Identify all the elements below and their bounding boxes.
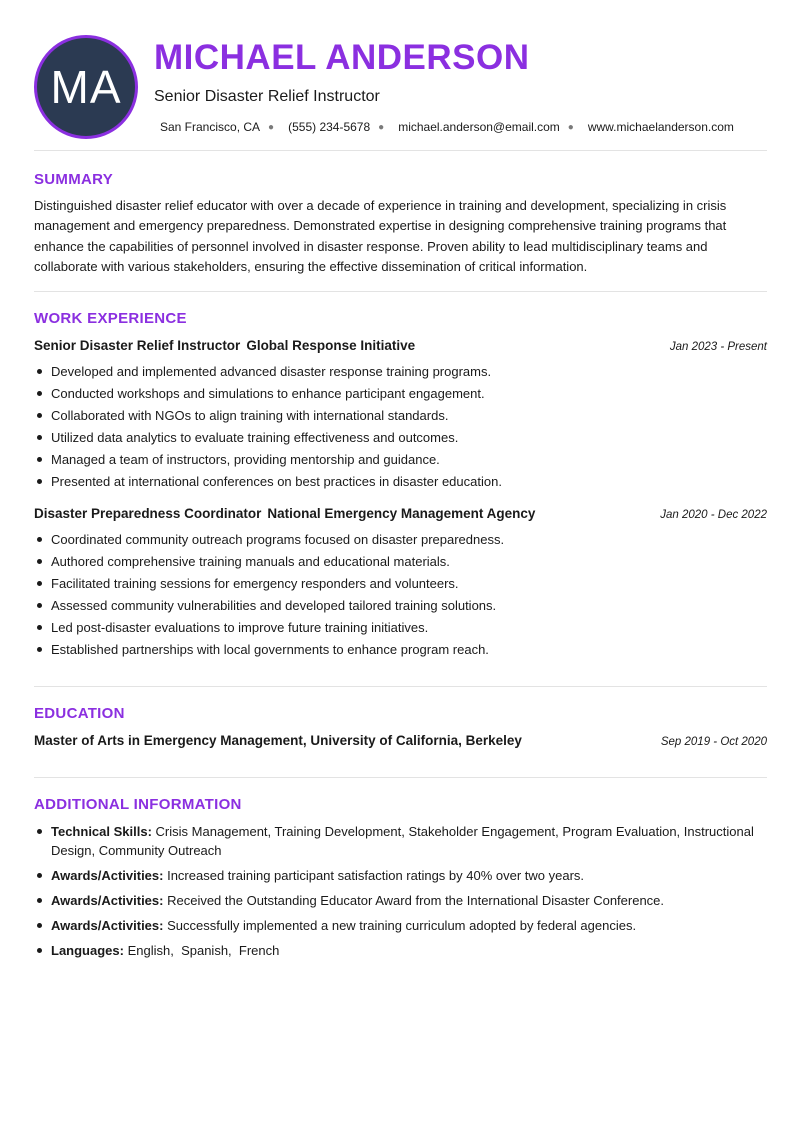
summary-text: Distinguished disaster relief educator with over a decade of experience in training and development, specializing in crisis management and emergency preparedness. Demonstrated expertise in designing comprehensive training programs that enhance the capabilities of personnel involved in disaster response. Proven ability to lead multidisciplinary teams and collaborate with various stakeholders, ensuring the effective dissemination of critical information. <box>34 198 727 274</box>
item-label: Awards/Activities: <box>51 893 164 908</box>
list-item: Presented at international conferences on best practices in disaster education. <box>34 473 764 490</box>
list-item: Coordinated community outreach programs focused on disaster preparedness. <box>34 531 764 548</box>
job-dates: Jan 2020 - Dec 2022 <box>660 509 767 521</box>
list-item: Managed a team of instructors, providing mentorship and guidance. <box>34 451 764 468</box>
list-item: Authored comprehensive training manuals and educational materials. <box>34 553 764 570</box>
candidate-name: MICHAEL ANDERSON <box>154 38 530 77</box>
list-item <box>34 941 764 960</box>
job-company: Global Response Initiative <box>246 338 416 353</box>
item-text: Crisis Management, Training Development, Stakeholder Engagement, Program Evaluation, Instructional Design, Community Outreach <box>51 824 754 858</box>
contact-bar <box>160 120 734 134</box>
job-bullets <box>34 531 764 663</box>
separator-dot-icon: ● <box>268 121 275 133</box>
work-experience-heading: WORK EXPERIENCE <box>34 310 187 327</box>
job-title <box>34 338 415 353</box>
education-heading: EDUCATION <box>34 705 125 722</box>
job-bullets <box>34 363 764 495</box>
education-entry <box>34 733 767 748</box>
list-item <box>34 891 764 910</box>
item-text: Increased training participant satisfaction ratings by 40% over two years. <box>167 868 585 883</box>
list-item: Facilitated training sessions for emergency responders and volunteers. <box>34 575 764 592</box>
item-text: Received the Outstanding Educator Award from the International Disaster Conference. <box>167 893 665 908</box>
degree: Master of Arts in Emergency Management, University of California, Berkeley <box>34 733 522 748</box>
job-role: Senior Disaster Relief Instructor <box>34 338 241 353</box>
job-company: National Emergency Management Agency <box>267 506 536 521</box>
candidate-headline: Senior Disaster Relief Instructor <box>154 88 380 105</box>
avatar <box>34 35 138 139</box>
item-label: Technical Skills: <box>51 824 152 839</box>
list-item: Utilized data analytics to evaluate training effectiveness and outcomes. <box>34 429 764 446</box>
contact-phone[interactable]: (555) 234-5678 <box>288 120 371 134</box>
contact-location: San Francisco, CA <box>160 120 261 134</box>
additional-info-list <box>34 822 764 966</box>
item-label: Awards/Activities: <box>51 918 164 933</box>
summary-heading: SUMMARY <box>34 171 114 188</box>
divider <box>34 686 767 687</box>
list-item <box>34 822 764 860</box>
list-item: Conducted workshops and simulations to enhance participant engagement. <box>34 385 764 402</box>
list-item: Collaborated with NGOs to align training with international standards. <box>34 407 764 424</box>
job-header <box>34 338 767 353</box>
list-item: Assessed community vulnerabilities and developed tailored training solutions. <box>34 597 764 614</box>
divider <box>34 777 767 778</box>
item-text: Successfully implemented a new training curriculum adopted by federal agencies. <box>167 918 637 933</box>
avatar-initials: MA <box>50 61 122 113</box>
separator-dot-icon: ● <box>378 121 385 133</box>
job-title <box>34 506 535 521</box>
list-item <box>34 916 764 935</box>
item-label: Languages: <box>51 943 124 958</box>
job-dates: Jan 2023 - Present <box>669 341 767 353</box>
contact-email[interactable]: michael.anderson@email.com <box>398 120 560 134</box>
contact-website[interactable]: www.michaelanderson.com <box>587 120 734 134</box>
job-header <box>34 506 767 521</box>
list-item: Established partnerships with local governments to enhance program reach. <box>34 641 764 658</box>
divider <box>34 291 767 292</box>
item-label: Awards/Activities: <box>51 868 164 883</box>
education-dates: Sep 2019 - Oct 2020 <box>660 736 767 748</box>
list-item: Developed and implemented advanced disaster response training programs. <box>34 363 764 380</box>
list-item <box>34 866 764 885</box>
list-item: Led post-disaster evaluations to improve future training initiatives. <box>34 619 764 636</box>
divider <box>34 150 767 151</box>
separator-dot-icon: ● <box>567 121 574 133</box>
additional-info-heading: ADDITIONAL INFORMATION <box>34 796 242 813</box>
item-text: English, Spanish, French <box>127 943 280 958</box>
job-role: Disaster Preparedness Coordinator <box>34 506 262 521</box>
